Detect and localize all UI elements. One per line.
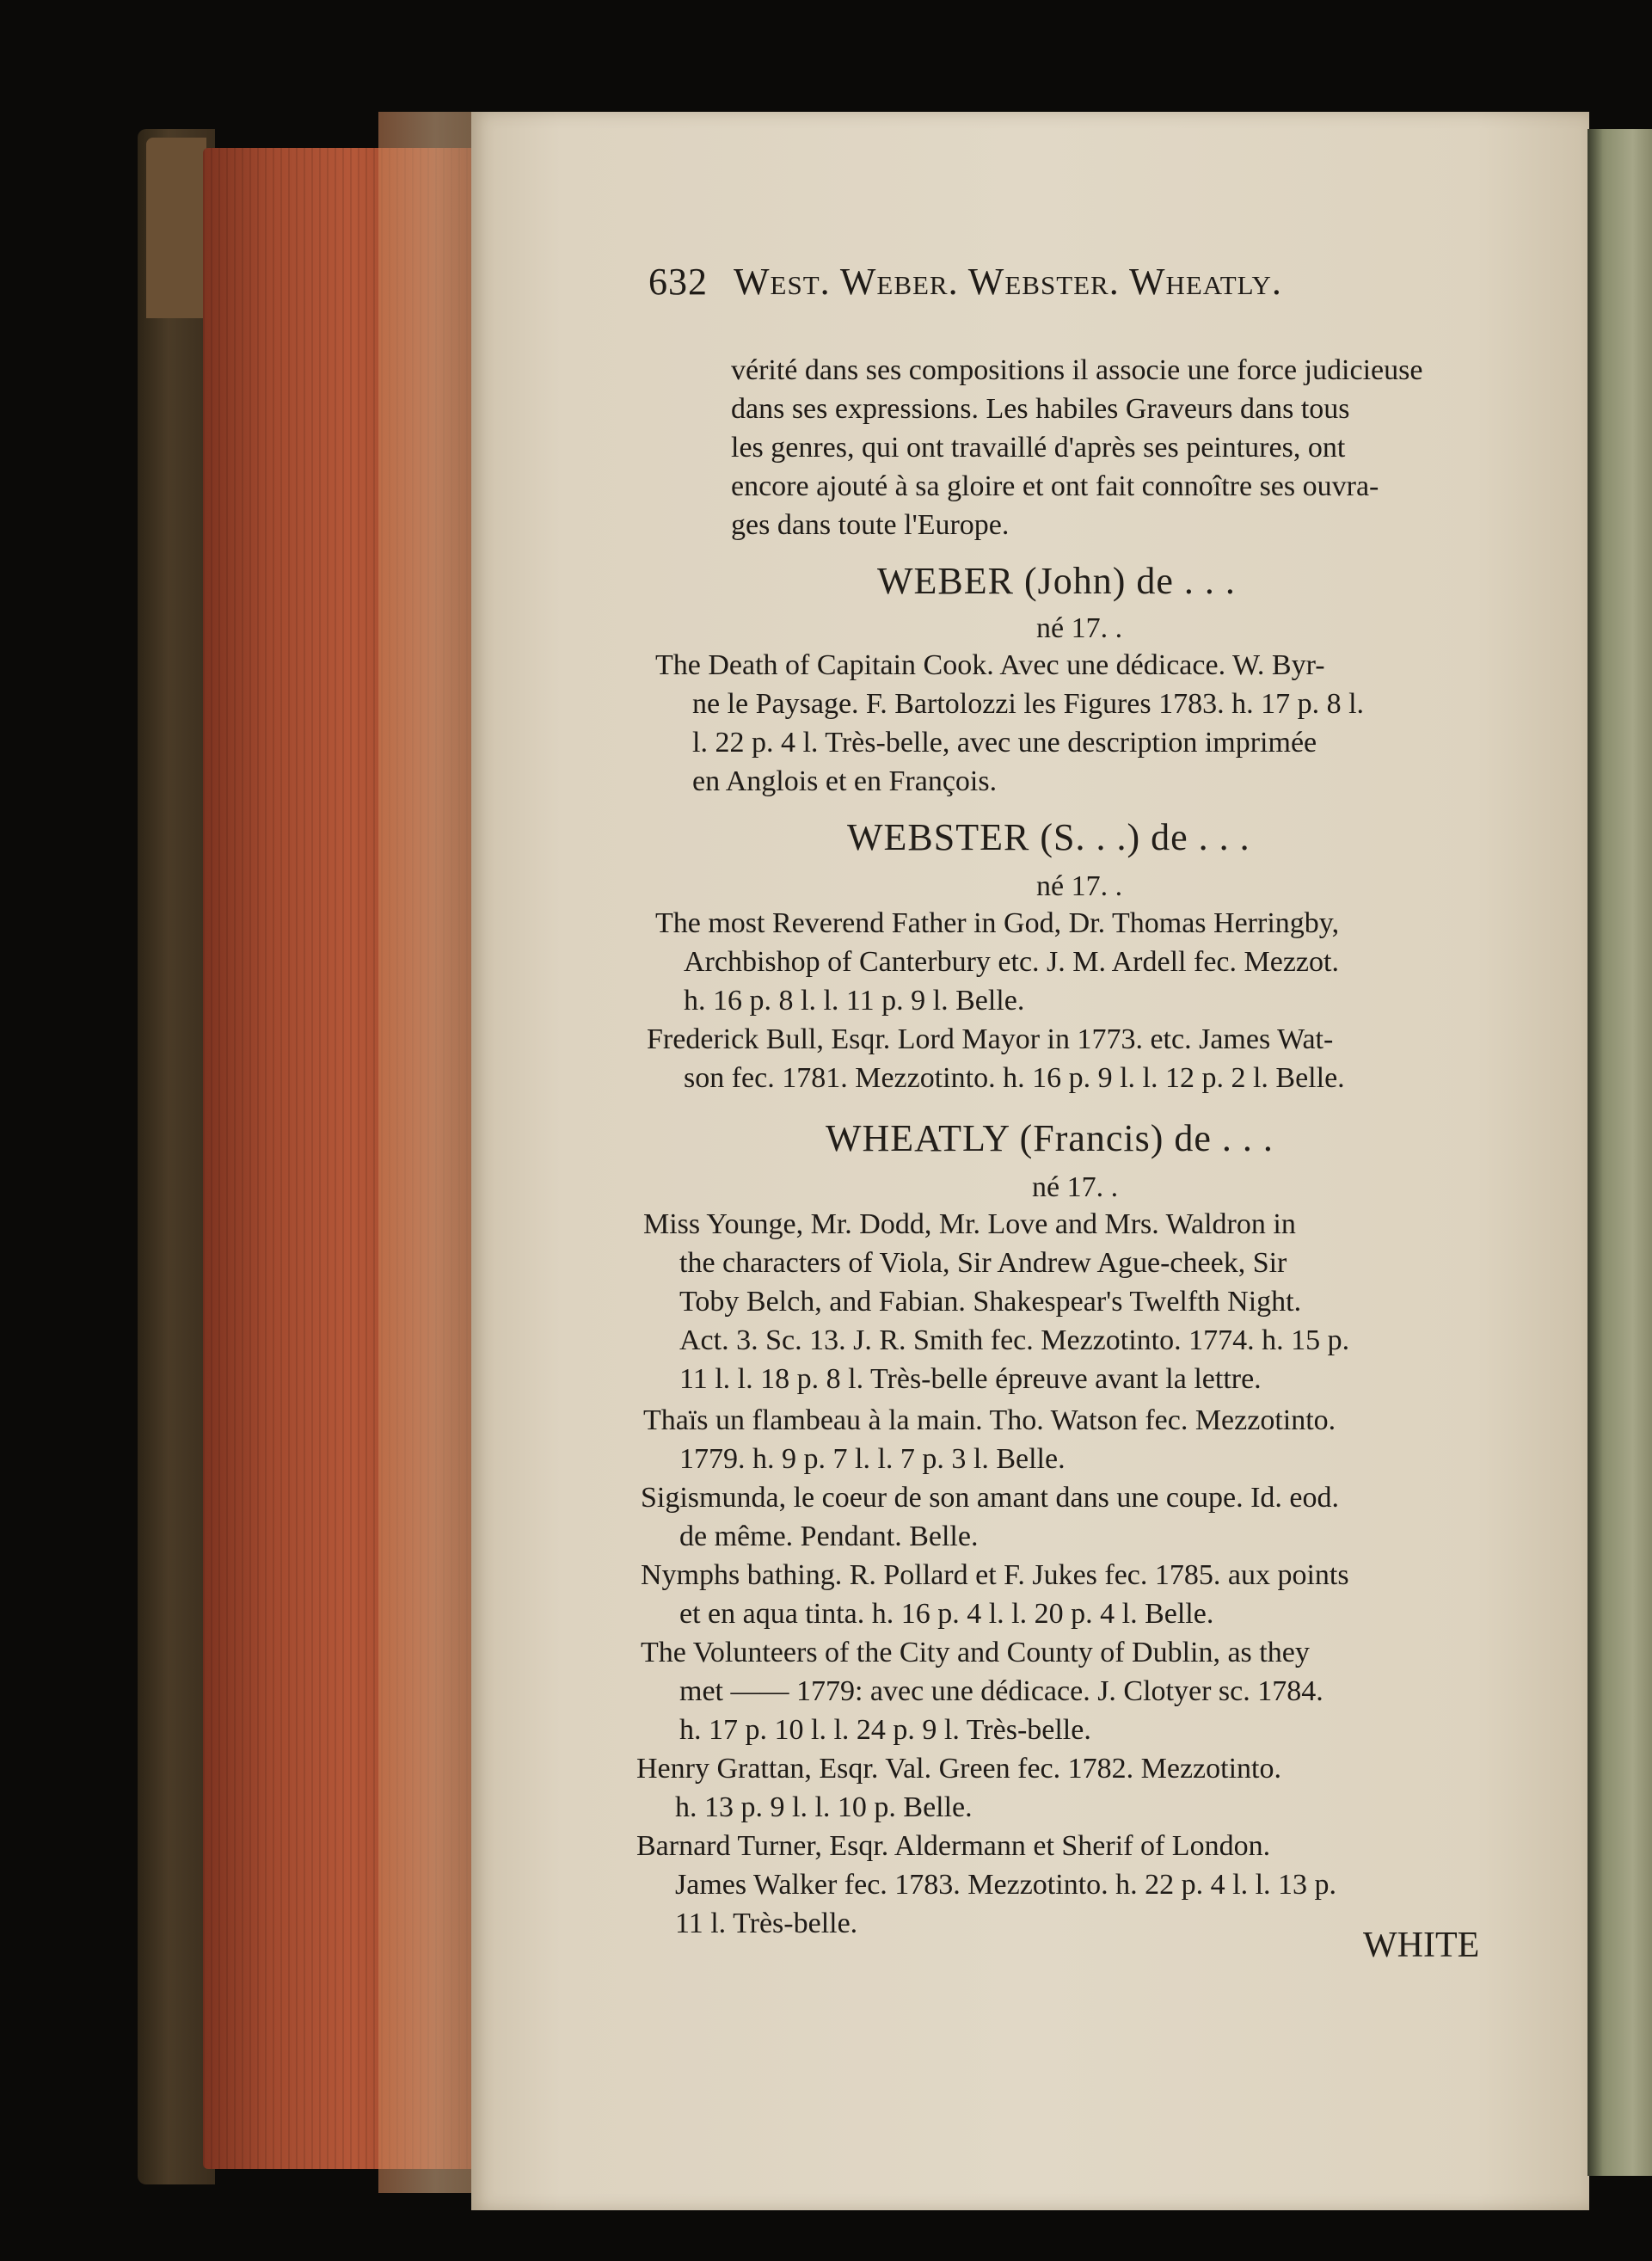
entry-line: The Death of Capitain Cook. Avec une dédicace. W. Byr- [655, 649, 1325, 681]
page-edges-highlight [378, 112, 473, 2193]
gutter-shadow [1588, 129, 1603, 2176]
entry-line: en Anglois et en François. [692, 765, 998, 797]
entry-line: 11 l. Très-belle. [675, 1908, 858, 1939]
entry-line: James Walker fec. 1783. Mezzotinto. h. 22 p. 4 l. l. 13 p. [675, 1869, 1337, 1901]
artist-heading-wheatly: WHEATLY (Francis) de . . . [826, 1117, 1274, 1159]
entry-line: Thaïs un flambeau à la main. Tho. Watson fec. Mezzotinto. [643, 1404, 1336, 1436]
entry-line: h. 16 p. 8 l. l. 11 p. 9 l. Belle. [684, 985, 1025, 1017]
entry-line: Henry Grattan, Esqr. Val. Green fec. 1782. Mezzotinto. [636, 1753, 1281, 1785]
entry-line: Toby Belch, and Fabian. Shakespear's Twelfth Night. [679, 1286, 1302, 1318]
book-cover-corner [146, 138, 206, 318]
entry-line: met —— 1779: avec une dédicace. J. Clotyer sc. 1784. [679, 1675, 1323, 1707]
page-number: 632 [648, 261, 708, 303]
entry-line: ne le Paysage. F. Bartolozzi les Figures 1783. h. 17 p. 8 l. [692, 688, 1365, 720]
entry-line: Miss Younge, Mr. Dodd, Mr. Love and Mrs. Waldron in [643, 1208, 1296, 1240]
entry-line: Archbishop of Canterbury etc. J. M. Ardell fec. Mezzot. [684, 946, 1339, 978]
artist-heading-weber: WEBER (John) de . . . [877, 560, 1236, 602]
running-head [648, 260, 1282, 304]
catchword: WHITE [1363, 1926, 1480, 1965]
artist-heading-webster: WEBSTER (S. . .) de . . . [847, 816, 1250, 858]
entry-line: The Volunteers of the City and County of Dublin, as they [641, 1637, 1310, 1668]
entry-line: Sigismunda, le coeur de son amant dans une coupe. Id. eod. [641, 1482, 1340, 1514]
entry-line: 1779. h. 9 p. 7 l. l. 7 p. 3 l. Belle. [679, 1443, 1066, 1475]
entry-line: Act. 3. Sc. 13. J. R. Smith fec. Mezzotinto. 1774. h. 15 p. [679, 1324, 1350, 1356]
entry-line: h. 17 p. 10 l. l. 24 p. 9 l. Très-belle. [679, 1714, 1091, 1746]
entry-line: l. 22 p. 4 l. Très-belle, avec une description imprimée [692, 727, 1317, 759]
entry-line: de même. Pendant. Belle. [679, 1521, 979, 1552]
entry-line: h. 13 p. 9 l. l. 10 p. Belle. [675, 1791, 973, 1823]
intro-line: encore ajouté à sa gloire et ont fait connoître ses ouvra- [731, 470, 1379, 502]
running-title: West. Weber. Webster. Wheatly. [734, 261, 1282, 303]
birth-line: né 17. . [1032, 1171, 1119, 1203]
entry-line: Barnard Turner, Esqr. Aldermann et Sherif of London. [636, 1830, 1271, 1862]
entry-line: 11 l. l. 18 p. 8 l. Très-belle épreuve avant la lettre. [679, 1363, 1262, 1395]
entry-line: son fec. 1781. Mezzotinto. h. 16 p. 9 l. l. 12 p. 2 l. Belle. [684, 1062, 1345, 1094]
entry-line: et en aqua tinta. h. 16 p. 4 l. l. 20 p. 4 l. Belle. [679, 1598, 1214, 1630]
intro-line: les genres, qui ont travaillé d'après ses peintures, ont [731, 432, 1346, 464]
intro-line: dans ses expressions. Les habiles Graveurs dans tous [731, 393, 1350, 425]
entry-line: Nymphs bathing. R. Pollard et F. Jukes fec. 1785. aux points [641, 1559, 1349, 1591]
birth-line: né 17. . [1036, 870, 1123, 902]
intro-line: vérité dans ses compositions il associe une force judicieuse [731, 354, 1423, 386]
entry-line: the characters of Viola, Sir Andrew Ague-cheek, Sir [679, 1247, 1287, 1279]
intro-line: ges dans toute l'Europe. [731, 509, 1010, 541]
birth-line: né 17. . [1036, 612, 1123, 644]
entry-line: The most Reverend Father in God, Dr. Thomas Herringby, [655, 907, 1340, 939]
entry-line: Frederick Bull, Esqr. Lord Mayor in 1773. etc. James Wat- [647, 1023, 1334, 1055]
